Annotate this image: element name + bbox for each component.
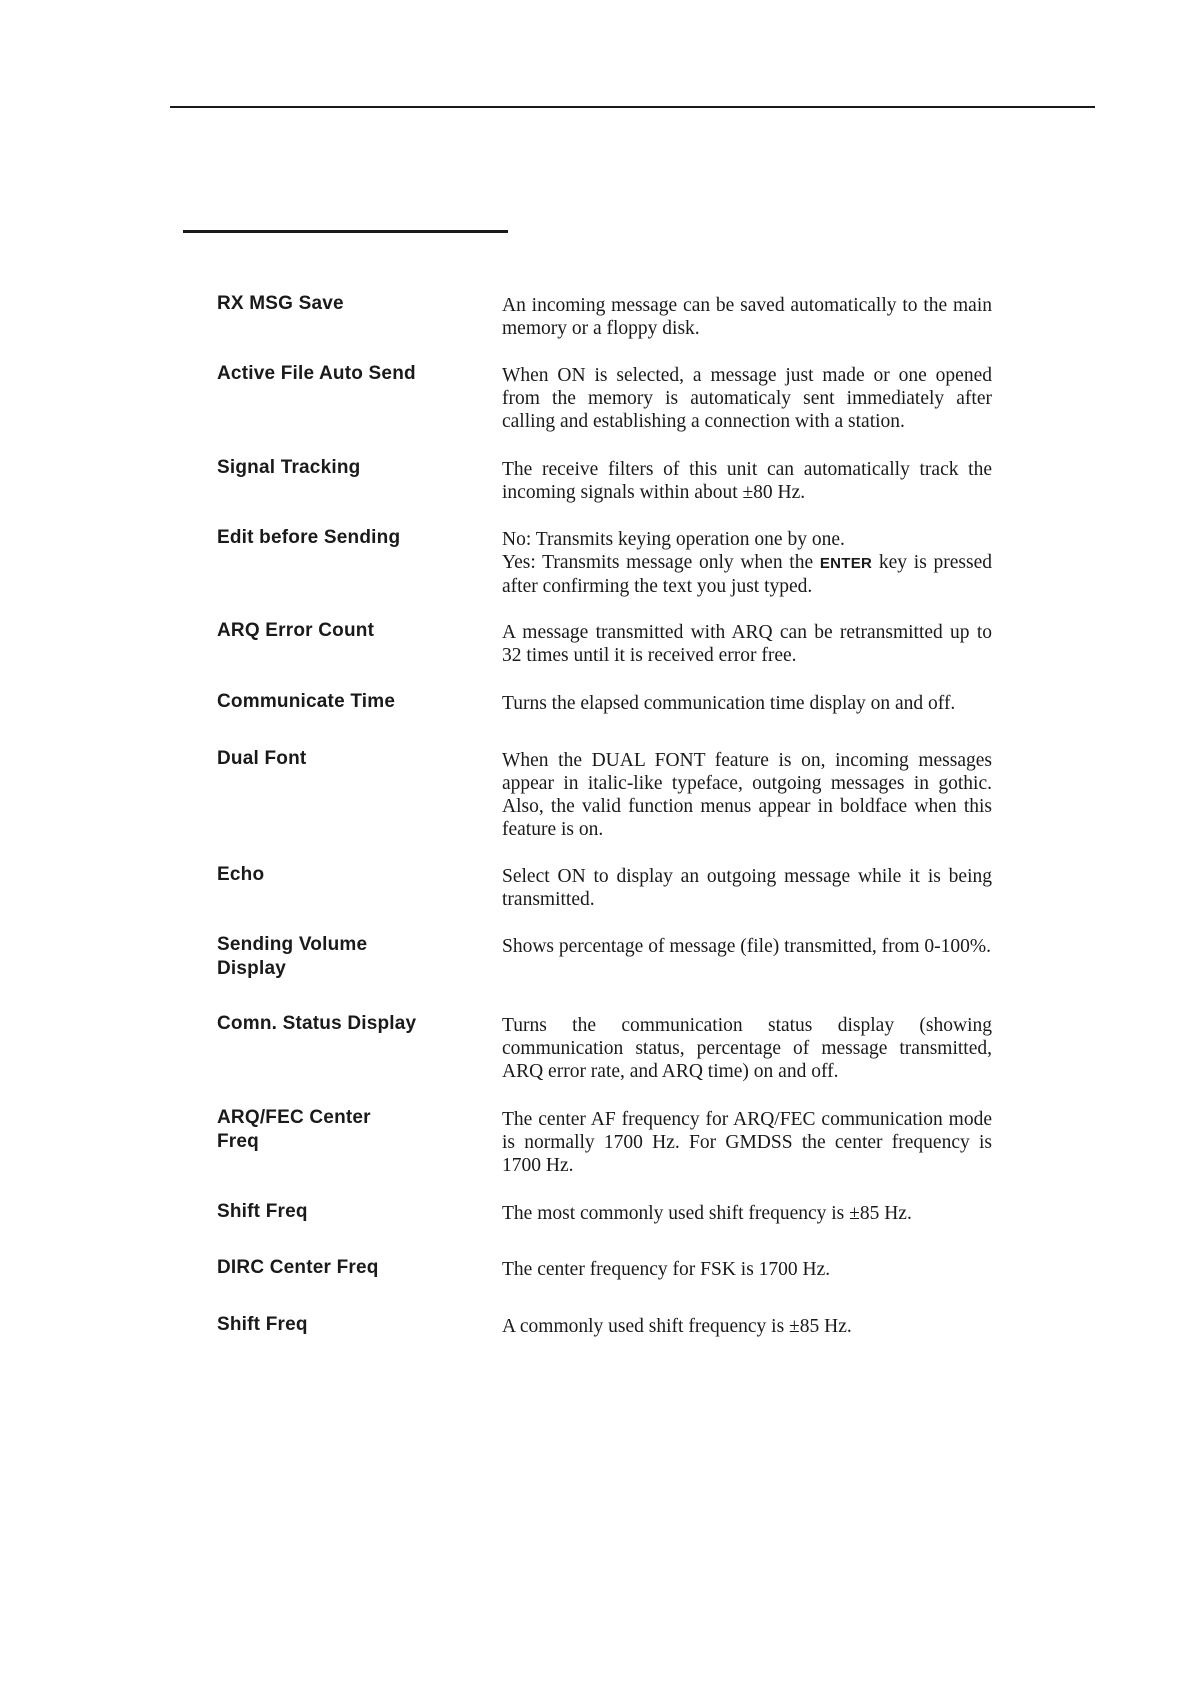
term-description [502,528,992,598]
term-label: Active File Auto Send [217,363,416,384]
term-label: ARQ Error Count [217,620,375,641]
term-description: The most commonly used shift frequency is ±85 Hz. [502,1203,912,1224]
term-label: Signal Tracking [217,457,361,478]
desc-line: No: Transmits keying operation one by one. [502,529,845,550]
term-description: When the DUAL FONT feature is on, incoming messages appear in italic-like typeface, outgoing messages in gothic. Also, the valid function menus appear in boldface when this feature is on. [502,750,992,840]
term-description: The center AF frequency for ARQ/FEC communication mode is normally 1700 Hz. For GMDSS the center frequency is 1700 Hz. [502,1109,992,1176]
term-label: DIRC Center Freq [217,1257,379,1278]
term-description: The receive filters of this unit can automatically track the incoming signals within about ±80 Hz. [502,459,992,503]
term-description: When ON is selected, a message just made or one opened from the memory is automaticaly sent immediately after calling and establishing a connection with a station. [502,365,992,432]
enter-key-label: ENTER [819,555,873,572]
term-description: Select ON to display an outgoing message while it is being transmitted. [502,866,992,910]
term-description: An incoming message can be saved automatically to the main memory or a floppy disk. [502,295,992,339]
term-description: The center frequency for FSK is 1700 Hz. [502,1259,831,1280]
term-label: Communicate Time [217,691,396,712]
term-label: ARQ/FEC Center Freq [217,1107,371,1152]
term-label: RX MSG Save [217,293,344,314]
term-description: Turns the elapsed communication time display on and off. [502,693,956,714]
term-label: Comn. Status Display [217,1013,417,1034]
desc-line: Yes: Transmits message only when the ENTER key is pressed after confirming the text you just typed. [502,552,992,597]
term-description: Turns the communication status display (showing communication status, percentage of message transmitted, ARQ error rate, and ARQ time) on and off. [502,1015,992,1082]
term-label: Echo [217,864,265,885]
term-label: Edit before Sending [217,527,401,548]
term-label: Dual Font [217,748,307,769]
term-description: Shows percentage of message (file) transmitted, from 0-100%. [502,936,991,957]
term-description: A message transmitted with ARQ can be retransmitted up to 32 times until it is received error free. [502,622,992,666]
term-label: Shift Freq [217,1201,308,1222]
term-description: A commonly used shift frequency is ±85 Hz. [502,1316,852,1337]
term-label: Sending Volume Display [217,934,368,979]
term-label: Shift Freq [217,1314,308,1335]
